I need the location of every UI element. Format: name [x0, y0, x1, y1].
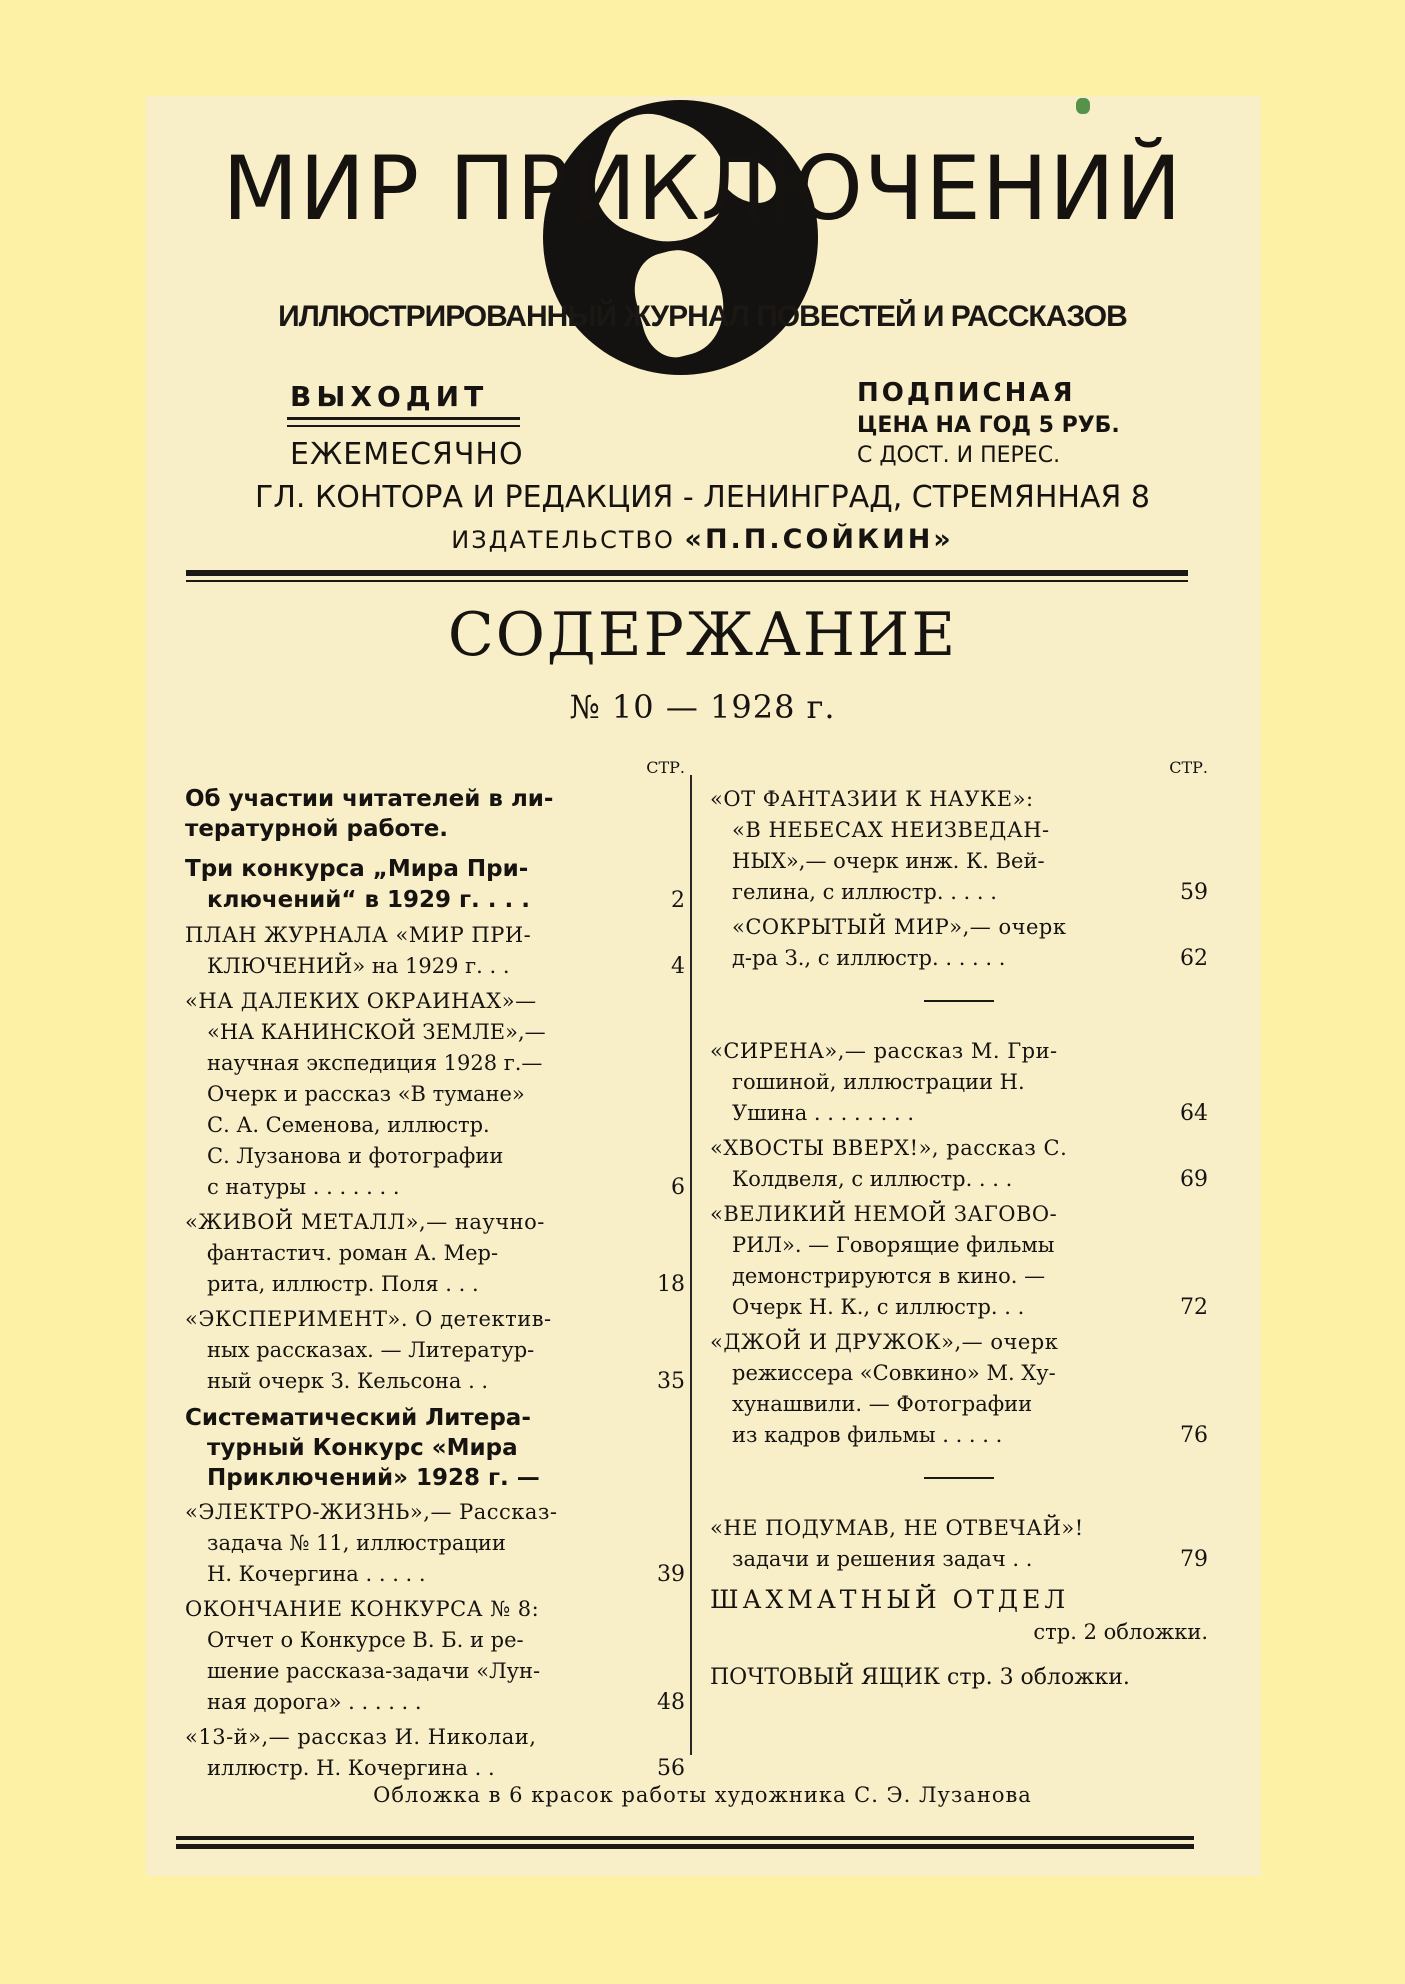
page-number: 18	[657, 1272, 685, 1297]
toc-entry: «ЖИВОЙ МЕТАЛЛ»,— научно- фантастич. роман А. Мер- рита, иллюстр. Поля . . . 18	[185, 1207, 685, 1300]
page-number: 48	[657, 1690, 685, 1715]
issue-number: № 10 — 1928 г.	[569, 688, 836, 726]
toc-entry: «ЭЛЕКТРО-ЖИЗНЬ»,— Рассказ- задача № 11, иллюстрации Н. Кочергина . . . . . 39	[185, 1497, 685, 1590]
page-number: 79	[1180, 1547, 1208, 1572]
publisher	[0, 524, 1405, 555]
page-number: 72	[1180, 1295, 1208, 1320]
toc-entry: «НА ДАЛЕКИХ ОКРАИНАХ»— «НА КАНИНСКОЙ ЗЕМЛЕ»,— научная экспедиция 1928 г.— Очерк и рассказ «В тумане» С. А. Семенова, иллюстр. С. Лузанова и фотографии с натуры . . . . . . . 6	[185, 986, 685, 1203]
chess-section	[710, 1583, 1208, 1647]
section-heading: Об участии читателей в ли- тературной работе.	[185, 786, 554, 842]
publisher-name: «П.П.СОЙКИН»	[684, 524, 954, 555]
toc-entry: «13-й»,— рассказ И. Николаи, иллюстр. Н. Кочергина . . 56	[185, 1722, 685, 1784]
header-rule	[186, 570, 1188, 576]
toc-entry: Три конкурса „Мира При- ключений“ в 1929 г. . . . 2	[185, 854, 685, 916]
footer-rule	[176, 1836, 1194, 1840]
page-number: 56	[657, 1756, 685, 1781]
subscription-line-2: ЦЕНА НА ГОД 5 РУБ.	[857, 413, 1120, 438]
subscription-line-1: ПОДПИСНАЯ	[857, 378, 1076, 408]
toc-entry: «ВЕЛИКИЙ НЕМОЙ ЗАГОВО- РИЛ». — Говорящие фильмы демонстрируются в кино. — Очерк Н. К., с иллюстр. . . 72	[710, 1199, 1208, 1323]
contents-right-column	[710, 758, 1208, 1695]
frequency-label: ВЫХОДИТ	[290, 380, 489, 413]
masthead-subtitle: ИЛЛЮСТРИРОВАННЫЙ ЖУРНАЛ ПОВЕСТЕЙ И РАССКАЗОВ	[278, 300, 1127, 333]
postbox-entry: ПОЧТОВЫЙ ЯЩИК стр. 3 обложки.	[710, 1665, 1130, 1690]
column-divider	[690, 775, 692, 1755]
toc-entry: «ХВОСТЫ ВВЕРХ!», рассказ С. Колдвеля, с иллюстр. . . . 69	[710, 1133, 1208, 1195]
publisher-prefix: ИЗДАТЕЛЬСТВО	[451, 526, 675, 554]
separator-rule	[924, 1477, 994, 1479]
page-number: 59	[1180, 880, 1208, 905]
toc-entry: «СИРЕНА»,— рассказ М. Гри- гошиной, иллюстрации Н. Ушина . . . . . . . . 64	[710, 1036, 1208, 1129]
page-number: 35	[657, 1369, 685, 1394]
page-number: 76	[1180, 1423, 1208, 1448]
office-address: ГЛ. КОНТОРА И РЕДАКЦИЯ - ЛЕНИНГРАД, СТРЕМЯННАЯ 8	[255, 480, 1150, 515]
page-number: 69	[1180, 1167, 1208, 1192]
cover-note: Обложка в 6 красок работы художника С. Э. Лузанова	[373, 1783, 1032, 1807]
footer-rule-thick	[176, 1844, 1194, 1849]
frequency-value: ЕЖЕМЕСЯЧНО	[290, 437, 524, 472]
section-heading: Систематический Литера- турный Конкурс «Мира Приключений» 1928 г. —	[185, 1405, 540, 1491]
header-rule-thin	[186, 580, 1188, 582]
toc-section-label: «ОТ ФАНТАЗИИ К НАУКЕ»:	[710, 787, 1034, 811]
toc-entry: ПЛАН ЖУРНАЛА «МИР ПРИ- КЛЮЧЕНИЙ» на 1929 г. . . 4	[185, 920, 685, 982]
page-number: 6	[671, 1175, 685, 1200]
page-column-label: СТР.	[1169, 758, 1208, 777]
chess-title: ШАХМАТНЫЙ ОТДЕЛ	[710, 1585, 1070, 1614]
page-number: 39	[657, 1562, 685, 1587]
page-column-label: СТР.	[646, 758, 685, 777]
chess-page: стр. 2 обложки.	[1033, 1620, 1208, 1644]
masthead-title: МИР ПРИКЛЮЧЕНИЙ	[222, 137, 1183, 240]
frequency-rule-2	[287, 425, 520, 427]
toc-entry: «ЭКСПЕРИМЕНТ». О детектив- ных рассказах. — Литератур- ный очерк З. Кельсона . . 35	[185, 1304, 685, 1397]
separator-rule	[924, 1000, 994, 1002]
page-number: 62	[1180, 946, 1208, 971]
toc-entry: «НЕ ПОДУМАВ, НЕ ОТВЕЧАЙ»! задачи и решения задач . . 79	[710, 1513, 1208, 1575]
subscription-line-3: С ДОСТ. И ПЕРЕС.	[857, 443, 1061, 468]
page-number: 64	[1180, 1101, 1208, 1126]
page-number: 4	[671, 954, 685, 979]
toc-entry: «СОКРЫТЫЙ МИР»,— очерк д-ра З., с иллюстр. . . . . . 62	[710, 912, 1208, 974]
toc-entry: «ДЖОЙ И ДРУЖОК»,— очерк режиссера «Совкино» М. Ху- хунашвили. — Фотографии из кадров фильмы . . . . . 76	[710, 1327, 1208, 1451]
toc-entry: ОКОНЧАНИЕ КОНКУРСА № 8: Отчет о Конкурсе В. Б. и ре- шение рассказа-задачи «Лун- ная дорога» . . . . . . 48	[185, 1594, 685, 1718]
frequency-rule	[287, 417, 520, 420]
toc-entry: «В НЕБЕСАХ НЕИЗВЕДАН- НЫХ»,— очерк инж. К. Вей- гелина, с иллюстр. . . . . 59	[710, 815, 1208, 908]
contents-title: СОДЕРЖАНИЕ	[447, 600, 958, 670]
page-number: 2	[671, 888, 685, 913]
contents-left-column	[185, 758, 685, 1788]
paper-stain	[1076, 98, 1090, 114]
